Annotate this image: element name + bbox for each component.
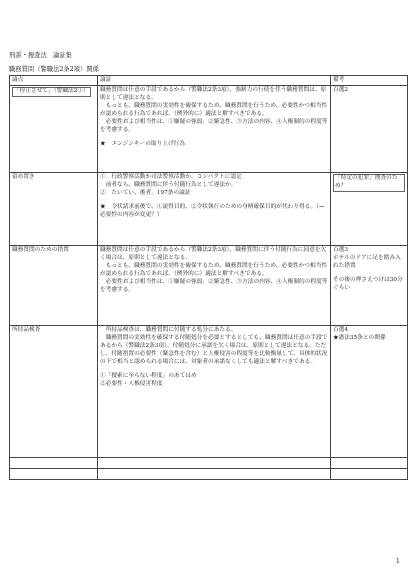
note-text: 百選4 <box>333 327 348 333</box>
page-number: 1 <box>396 558 400 565</box>
empty-cell <box>98 458 331 469</box>
note-text: ホテルのドアに足を踏み入れた措置 <box>333 254 401 269</box>
column-header-note: 備考 <box>331 76 408 86</box>
note-text: ★憲法35条との関係 <box>333 334 386 341</box>
note-text: その後の押さえつけは30分ぐらい <box>333 276 403 291</box>
argument-paragraph: 必要性および相当性は、①嫌疑の強弱、②緊急性、③方法の内容、④人権制約の程度等を考慮する。 <box>100 118 328 133</box>
empty-cell <box>331 458 408 469</box>
empty-cell <box>10 469 98 480</box>
issue-text: 留め置き <box>12 174 35 180</box>
table-row <box>10 469 408 480</box>
note-text: 百選2 <box>333 87 348 93</box>
empty-cell <box>331 469 408 480</box>
note-text: 百選3 <box>333 247 348 253</box>
note-cell <box>331 86 408 173</box>
argument-paragraph: 職務質問の実効性を確保する付随処分を必要とするとしても、職務質問は任意の手段であるから（警職法2条3項）、付随処分に承諾を欠く場合は、原則として違法となる。ただし、付随措置の必要性（緊急性を含む）と人権侵害の程度等を比較衡量して、具体的状況の下で相当と認められる場合には、対象者の承諾なくしても適法と解すべきである。 <box>100 334 328 365</box>
note-cell <box>331 173 408 246</box>
column-header-argument: 論証 <box>98 76 331 86</box>
column-header-issue: 論点 <box>10 76 98 86</box>
argument-table <box>9 75 408 480</box>
issue-text: 「停止させて」（警職法2①） <box>12 87 91 97</box>
table-row <box>10 173 408 246</box>
argument-paragraph: もっとも、職務質問の実効性を確保するため、職務質問を行うため、必要性かつ相当性が認められる行為であれば、（例外的に）適法と解すべきである。 <box>100 102 328 117</box>
argument-paragraph: ②必要性・人権侵害程度 <box>100 380 163 387</box>
argument-paragraph: 職務質問は任意の手段であるから（警職法2条3項）、強制力の行使を伴う職務質問は、原則として違法となる。 <box>100 87 327 101</box>
note-text: 「特定の犯罪」捜査のため？ <box>333 174 405 192</box>
table-row <box>10 326 408 458</box>
argument-cell <box>98 246 331 326</box>
argument-paragraph: 所持品検査は、職務質問に付随する処分にあたる。 <box>105 327 237 333</box>
note-cell <box>331 326 408 458</box>
table-row <box>10 246 408 326</box>
argument-note-star: ★ 令状請求前後で、①説得目的、②令状執行のための身柄確保目的が代わり得る。（→必要性の内容が変更？） <box>100 203 324 218</box>
argument-cell <box>98 173 331 246</box>
argument-paragraph: ① 行政警察活動か司法警察活動か、コンパクトに認定 <box>100 174 242 180</box>
argument-cell <box>98 326 331 458</box>
argument-cell <box>98 86 331 173</box>
empty-cell <box>10 458 98 469</box>
issue-text: 職務質問のための措置 <box>12 247 69 253</box>
document-title: 刑訴・捜査法 論証集 <box>9 52 72 59</box>
table-header-row <box>10 76 408 86</box>
argument-paragraph: 必要性および相当性は、①嫌疑の強弱、②緊急性、③方法の内容、④人権制約の程度等を考慮する。 <box>100 278 328 293</box>
argument-paragraph: 前者なら、職務質問に伴う付随行為として違法か。 <box>105 181 237 188</box>
issue-cell <box>10 173 98 246</box>
argument-note-star: ★ エンジンキーの取り上げ行為 <box>100 140 186 147</box>
argument-paragraph: もっとも、職務質問の実効性を確保するため、職務質問を行うため、必要性かつ相当性が認められる行為であれば、（例外的に）適法と解すべきである。 <box>100 262 328 277</box>
issue-cell <box>10 326 98 458</box>
issue-text: 所持品検査 <box>12 327 41 333</box>
empty-cell <box>98 469 331 480</box>
issue-cell <box>10 86 98 173</box>
argument-paragraph: 職務質問は任意の手段であるから（警職法2条3項）、職務質問に伴う付随行為に同意を欠く場合は、原則として違法となる。 <box>100 247 327 261</box>
argument-paragraph: ①「捜索に至らない程度」のあてはめ <box>100 372 197 379</box>
note-cell <box>331 246 408 326</box>
section-title: 職務質問（警職法2条2項）関係 <box>9 66 99 73</box>
argument-paragraph: ② たいてい、後者。197条の論証 <box>100 189 191 196</box>
issue-cell <box>10 246 98 326</box>
table-row <box>10 86 408 173</box>
table-row <box>10 458 408 469</box>
